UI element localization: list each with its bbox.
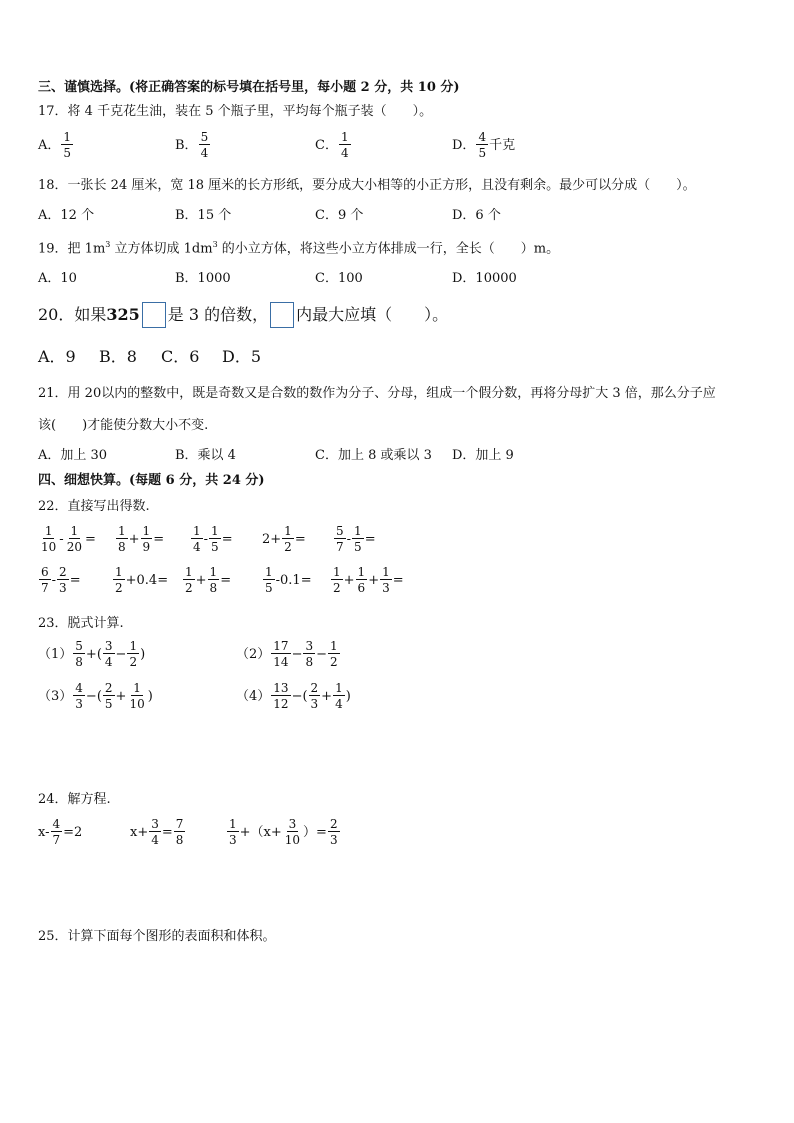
q17-option-d[interactable] [452, 131, 515, 159]
fraction: $\frac{5}{4}$ [200, 130, 209, 160]
q21-option-a[interactable]: A．加上 30 [38, 448, 108, 463]
q17-option-b[interactable] [175, 131, 211, 159]
answer-box[interactable] [142, 302, 166, 328]
question-20: 20．如果 325 是 3 的倍数， 内最大应填（ ）。 [38, 302, 448, 328]
question-25: 25．计算下面每个图形的表面积和体积。 [38, 929, 276, 944]
q21-option-c[interactable]: C．加上 8 或乘以 3 [315, 448, 432, 463]
unit-label: 千克 [489, 137, 516, 153]
question-22: 22．直接写出得数. [38, 499, 150, 514]
q23-expr-2: （2） $\frac{17}{14}$ − $\frac{3}{8}$ − $\frac{1}{2}$ [236, 639, 338, 669]
q21-option-b[interactable]: B．乘以 4 [175, 448, 236, 463]
q24-equation-3: $\frac{1}{3}$ +（x+ $\frac{3}{10}$ ）= $\frac{2}{3}$ [229, 817, 338, 847]
q19-option-d[interactable]: D．10000 [452, 271, 517, 286]
fraction: $\frac{1}{5}$ [63, 130, 72, 160]
section-3-title: 三、谨慎选择。(将正确答案的标号填在括号里，每小题 2 分，共 10 分) [38, 80, 460, 95]
fraction: $\frac{1}{4}$ [340, 130, 349, 160]
option-label: D． [452, 137, 476, 153]
q22-expr-8: $\frac{1}{2}$ + $\frac{1}{8}$ = [185, 565, 232, 595]
q18-option-d[interactable]: D．6 个 [452, 208, 501, 223]
q22-expr-6: $\frac{6}{7}$ - $\frac{2}{3}$ = [41, 565, 81, 595]
q23-expr-3: （3） $\frac{4}{3}$ −( $\frac{2}{5}$ + $\frac{1}{10}$ ) [38, 681, 153, 711]
q22-expr-5: $\frac{5}{7}$ - $\frac{1}{5}$ = [336, 524, 376, 554]
q18-option-b[interactable]: B．15 个 [175, 208, 232, 223]
q23-expr-4: （4） $\frac{13}{12}$ −( $\frac{2}{3}$ + $\frac{1}{4}$ ) [236, 681, 351, 711]
q22-expr-2: $\frac{1}{8}$ + $\frac{1}{9}$ = [118, 524, 165, 554]
section-4-title: 四、细想快算。(每题 6 分，共 24 分) [38, 473, 265, 488]
number-325: 325 [106, 305, 140, 324]
q22-expr-7: $\frac{1}{2}$ +0.4= [115, 565, 169, 595]
q19-option-c[interactable]: C．100 [315, 271, 363, 286]
question-23: 23．脱式计算. [38, 616, 124, 631]
q23-expr-1: （1） $\frac{5}{8}$ +( $\frac{3}{4}$ − $\frac{1}{2}$ ) [38, 639, 146, 669]
q22-expr-4: 2+ $\frac{1}{2}$ = [262, 524, 306, 554]
q17-option-a[interactable] [38, 131, 74, 159]
q24-equation-2: x+ $\frac{3}{4}$ = $\frac{7}{8}$ [130, 817, 184, 847]
q19-option-a[interactable]: A．10 [38, 271, 77, 286]
fraction: $\frac{4}{5}$ [478, 130, 487, 160]
question-21-line-1: 21．用 20以内的整数中，既是奇数又是合数的数作为分子、分母，组成一个假分数，再将分母扩大 3 倍，那么分子应 [38, 386, 716, 401]
question-18: 18．一张长 24 厘米，宽 18 厘米的长方形纸，要分成大小相等的小正方形，且没有剩余。最少可以分成（ ）。 [38, 178, 696, 193]
q22-expr-3: $\frac{1}{4}$ - $\frac{1}{5}$ = [193, 524, 233, 554]
question-17: 17．将 4 千克花生油，装在 5 个瓶子里，平均每个瓶子装（ ）。 [38, 104, 433, 119]
q20-option-b[interactable]: B．8 [99, 347, 137, 366]
option-label: A． [38, 137, 61, 153]
option-label: C． [315, 137, 338, 153]
q20-option-c[interactable]: C．6 [161, 347, 200, 366]
q22-expr-1: $\frac{1}{10}$ - $\frac{1}{20}$ = [41, 524, 96, 554]
q19-option-b[interactable]: B．1000 [175, 271, 231, 286]
q17-option-c[interactable] [315, 131, 352, 159]
q20-option-a[interactable]: A．9 [38, 347, 76, 366]
q18-option-c[interactable]: C．9 个 [315, 208, 364, 223]
q21-option-d[interactable]: D．加上 9 [452, 448, 514, 463]
q22-expr-10: $\frac{1}{2}$ + $\frac{1}{6}$ + $\frac{1}{3}$ = [333, 565, 404, 595]
q22-expr-9: $\frac{1}{5}$ -0.1= [265, 565, 312, 595]
q24-equation-1: x- $\frac{4}{7}$ =2 [38, 817, 83, 847]
question-19: 19．把 $1m^3$ 立方体切成 $1dm^3$ 的小立方体，将这些小立方体排成一行，全长（ ）m。 [38, 240, 560, 257]
option-label: B． [175, 137, 198, 153]
question-24: 24．解方程. [38, 792, 111, 807]
q18-option-a[interactable]: A．12 个 [38, 208, 95, 223]
answer-box[interactable] [270, 302, 294, 328]
q20-option-d[interactable]: D．5 [222, 347, 262, 366]
question-21-line-2: 该( )才能使分数大小不变. [38, 418, 209, 433]
